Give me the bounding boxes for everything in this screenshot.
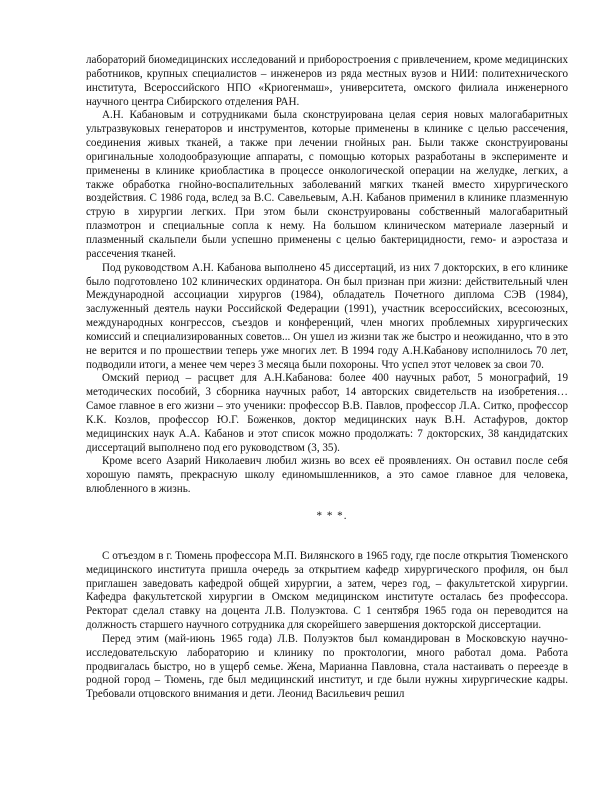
paragraph-4: Омский период – расцвет для А.Н.Кабанова: более 400 научных работ, 5 монографий, 19 методических пособий, 3 сборника научных работ, 14 авторских свидетельств на изобретения… Самое главное в его жизни – это ученики: профессор В.В. Павлов, профессор Л.А. Ситко, профессор К.К. Козлов, профессор Ю.Г. Боженков, доктор медицинских наук В.Н. Астафуров, доктор медицинских наук А.А. Кабанов и этот список можно продолжать: 7 докторских, 38 кандидатских диссертаций выполнено под его руководством (3, 35).	[86, 372, 568, 454]
paragraph-2: А.Н. Кабановым и сотрудниками была сконструирована целая серия новых малогабаритных ультразвуковых генераторов и инструментов, которые применены в клинике с целью рассечения, соединения живых тканей, а также при лечении гнойных ран. Были также сконструированы оригинальные холодообразующие аппараты, с помощью которых разработаны в эксперименте и применены в клинике криобластика в процессе онкологической операции на желудке, легких, а также обработка гнойно-воспалительных заболеваний мягких тканей вместо хирургического воздействия. С 1986 года, вслед за В.С. Савельевым, А.Н. Кабанов применил в клинике плазменную струю в хирургии легких. При этом были сконструированы собственный малогабаритный плазмотрон и специальные сопла к нему. На большом клиническом материале лазерный и плазменный скальпели были успешно применены с целью бактерицидности, гемо- и аэростаза и рассечения тканей.	[86, 109, 568, 260]
paragraph-6: С отъездом в г. Тюмень профессора М.П. Вилянского в 1965 году, где после открытия Тюменского медицинского института пришла очередь за открытием кафедр хирургического профиля, он был приглашен заведовать кафедрой общей хирургии, а затем, через год, – факультетской хирургии. Кафедра факультетской хирургии в Омском медицинском институте осталась без профессора. Ректорат сделал ставку на доцента Л.В. Полуэктова. С 1 сентября 1965 года он переводится на должность старшего научного сотрудника для скорейшего завершения докторской диссертации.	[86, 549, 568, 632]
section-separator: * * *.	[316, 510, 348, 522]
paragraph-1: лабораторий биомедицинских исследований и приборостроения с привлечением, кроме медицинских работников, крупных специалистов – инженеров из ряда местных вузов и НИИ: политехнического института, Всероссийского НПО «Криогенмаш», университета, омского филиала инженерного научного центра Сибирского отделения РАН.	[86, 54, 568, 108]
document-page	[86, 54, 568, 702]
paragraph-3: Под руководством А.Н. Кабанова выполнено 45 диссертаций, из них 7 докторских, в его клинике было подготовлено 102 клинических ординатора. Он был признан при жизни: действительный член Международной ассоциации хирургов (1984), обладатель Почетного диплома СЭВ (1984), заслуженный деятель науки Российской Федерации (1991), участник всероссийских, всесоюзных, международных конгрессов, съездов и конференций, член многих проблемных хирургических комиссий и специализированных советов... Он ушел из жизни так же быстро и неожиданно, что в это не верится и по прошествии теперь уже многих лет. В 1994 году А.Н.Кабанову исполнилось 70 лет, подводили итоги, а менее чем через 3 месяца были похороны. Что успел этот человек за свои 70.	[86, 261, 568, 371]
paragraph-7: Перед этим (май-июнь 1965 года) Л.В. Полуэктов был командирован в Московскую научно-исследовательскую лабораторию и клинику по проктологии, много работал дома. Работа продвигалась быстро, но в ущерб семье. Жена, Марианна Павловна, стала настаивать о переезде в родной город – Тюмень, где был медицинский институт, и где были нужны хирургические кадры. Требовали отцовского внимания и дети. Леонид Васильевич решил	[86, 632, 568, 701]
paragraph-5: Кроме всего Азарий Николаевич любил жизнь во всех её проявлениях. Он оставил после себя хорошую память, прекрасную школу единомышленников, а это самое главное для человека, влюбленного в жизнь.	[86, 455, 568, 496]
